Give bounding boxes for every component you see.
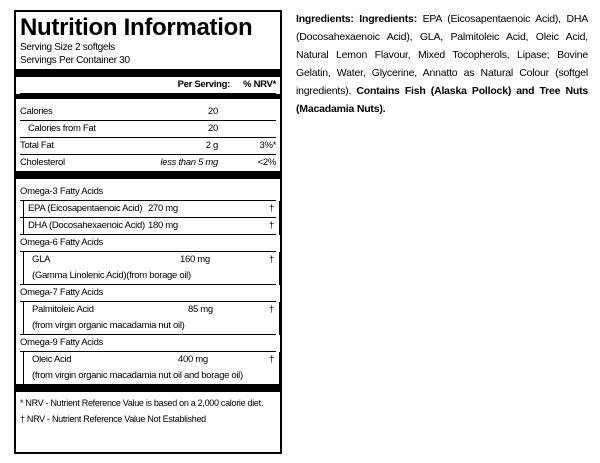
nutrient-note: (from virgin organic macadamia nut oil) [32, 320, 185, 331]
nutrient-nrv: † [269, 220, 274, 231]
divider-thick [16, 69, 280, 77]
table-row [20, 201, 276, 218]
table-row [20, 268, 276, 285]
nutrient-amount: 160 mg [180, 254, 210, 265]
footnote-not-established: † NRV - Nutrient Reference Value Not Established [20, 414, 206, 424]
column-header-row [20, 77, 276, 94]
servings-per-container: Servings Per Container 30 [20, 55, 130, 66]
table-row [20, 155, 276, 171]
serving-size: Serving Size 2 softgels [20, 42, 115, 53]
ingredients-text [296, 10, 588, 118]
allergen-statement: Contains Fish (Alaska Pollock) and Tree Nuts (Macadamia Nuts). [296, 85, 588, 115]
nutrition-panel [14, 10, 282, 454]
per-serving-header: Per Serving: [177, 79, 230, 90]
omega3-block [20, 201, 276, 235]
table-row [20, 104, 276, 121]
ingredients-label: Ingredients: [296, 13, 354, 25]
nutrient-amount: less than 5 mg [160, 157, 218, 168]
ingredients-list: EPA (Eicosapentaenoic Acid), DHA (Docosahexaenoic Acid), GLA, Palmitoleic Acid, Oleic Acid, Natural Lemon Flavour, Mixed Tocopherols, Lipase; Bovine Gelatin, Water, Glycerine, Annatto as Natural Colour (softgel ingredients). [296, 13, 589, 97]
nutrient-name: DHA (Docosahexaenoic Acid) [28, 220, 145, 231]
divider-thick [16, 384, 280, 392]
omega6-block [20, 252, 276, 285]
nutrient-note: (Gamma Linolenic Acid)(from borage oil) [32, 270, 191, 281]
nutrient-name: EPA (Eicosapentaenoic Acid) [28, 203, 143, 214]
table-row [20, 218, 276, 235]
nutrient-amount: 180 mg [148, 220, 178, 231]
omega7-heading: Omega-7 Fatty Acids [20, 285, 276, 302]
table-row [20, 302, 276, 318]
table-row [20, 318, 276, 335]
nutrient-amount: 20 [208, 106, 218, 117]
nutrient-nrv: 3%* [259, 140, 276, 151]
nutrient-name: Calories [20, 106, 53, 117]
nutrient-name: Calories from Fat [28, 123, 96, 134]
nutrient-name: Cholesterol [20, 157, 65, 168]
omega3-heading: Omega-3 Fatty Acids [20, 184, 276, 201]
table-row [20, 252, 276, 268]
nutrient-nrv: † [269, 304, 274, 315]
table-row [20, 138, 276, 155]
divider-thick [16, 171, 280, 179]
nutrient-note: (from virgin organic macadamia nut oil and borage oil) [32, 370, 243, 381]
omega9-block [20, 352, 276, 384]
nutrient-amount: 20 [208, 123, 218, 134]
omega6-heading: Omega-6 Fatty Acids [20, 235, 276, 252]
nutrient-name: Oleic Acid [32, 354, 72, 365]
nutrient-name: Total Fat [20, 140, 54, 151]
nrv-header: % NRV* [243, 79, 276, 90]
omega7-block [20, 302, 276, 335]
nutrient-nrv: † [269, 254, 274, 265]
nutrient-amount: 2 g [205, 140, 218, 151]
nutrient-name: Palmitoleic Acid [32, 304, 94, 315]
nutrient-amount: 400 mg [178, 354, 208, 365]
nutrient-nrv: <2% [257, 157, 276, 168]
table-row [20, 121, 276, 138]
table-row [20, 352, 276, 368]
table-row [20, 368, 276, 384]
omega9-heading: Omega-9 Fatty Acids [20, 335, 276, 352]
nutrient-name: GLA [32, 254, 51, 265]
nutrient-amount: 270 mg [148, 203, 178, 214]
nutrient-nrv: † [269, 203, 274, 214]
panel-title: Nutrition Information [20, 14, 253, 41]
ingredients-label-2: Ingredients: [359, 13, 417, 25]
footnote-nrv: * NRV - Nutrient Reference Value is based on a 2,000 calorie diet. [20, 398, 264, 408]
nutrient-amount: 85 mg [188, 304, 213, 315]
nutrient-nrv: † [269, 354, 274, 365]
